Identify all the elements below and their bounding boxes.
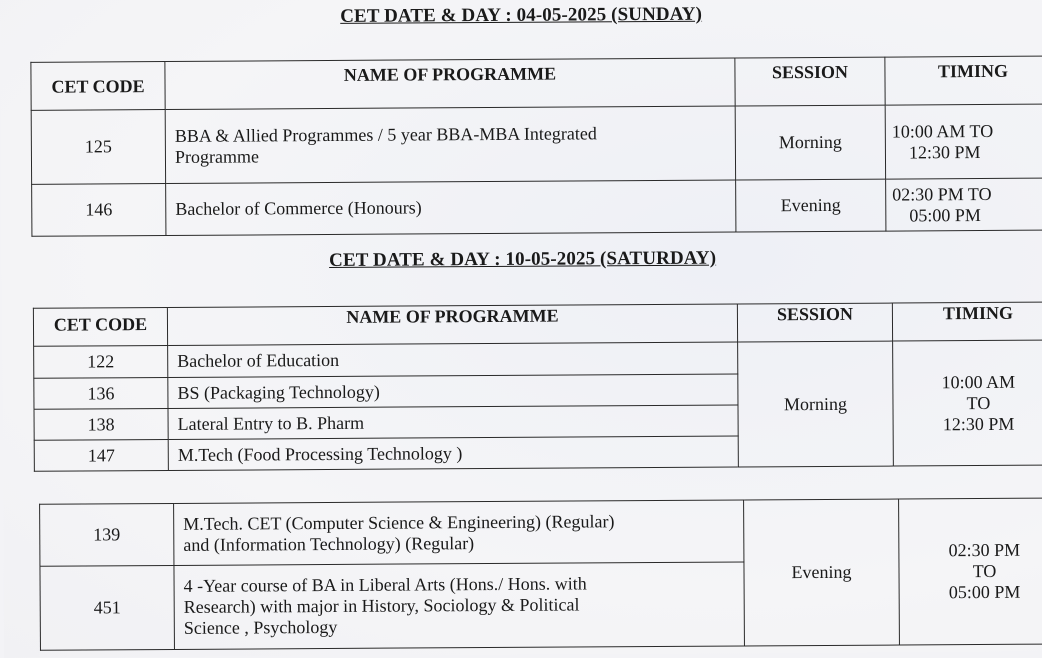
header-session: SESSION bbox=[735, 57, 885, 106]
schedule-table-saturday-evening bbox=[39, 497, 1042, 650]
table-row bbox=[34, 340, 1042, 378]
timing bbox=[893, 340, 1042, 466]
timing-end: 12:30 PM bbox=[942, 413, 1015, 434]
cet-code: 451 bbox=[40, 565, 175, 650]
header-cet-code: CET CODE bbox=[33, 307, 167, 346]
programme-name: M.Tech (Food Processing Technology ) bbox=[168, 436, 738, 470]
header-cet-code: CET CODE bbox=[31, 61, 165, 110]
cet-code: 139 bbox=[40, 503, 174, 566]
header-session: SESSION bbox=[737, 303, 892, 342]
timing-end: 05:00 PM bbox=[909, 204, 981, 225]
session: Evening bbox=[736, 179, 886, 232]
programme-name bbox=[174, 500, 744, 565]
timing bbox=[885, 104, 1042, 179]
timing-end: 05:00 PM bbox=[948, 581, 1021, 603]
programme-line: 4 -Year course of BA in Liberal Arts (Hons./ Hons. with bbox=[183, 573, 587, 596]
session: Evening bbox=[744, 499, 900, 646]
header-programme: NAME OF PROGRAMME bbox=[165, 58, 735, 109]
schedule-table-saturday-morning bbox=[33, 302, 1042, 472]
session: Morning bbox=[735, 105, 885, 180]
timing-start: 02:30 PM TO bbox=[892, 183, 992, 205]
section-title-saturday: CET DATE & DAY : 10-05-2025 (SATURDAY) bbox=[329, 247, 717, 271]
header-programme: NAME OF PROGRAMME bbox=[167, 304, 737, 345]
table-row bbox=[40, 498, 1042, 566]
programme-name: Lateral Entry to B. Pharm bbox=[168, 405, 738, 439]
table-row bbox=[31, 104, 1042, 184]
timing-to: TO bbox=[972, 560, 997, 582]
programme-name bbox=[174, 562, 745, 649]
header-timing: TIMING bbox=[892, 302, 1042, 341]
programme-line: and (Information Technology) (Regular) bbox=[183, 532, 475, 555]
cet-code: 147 bbox=[34, 439, 168, 471]
timing-to: TO bbox=[966, 392, 991, 413]
schedule-table-sunday bbox=[30, 56, 1042, 237]
cet-code: 136 bbox=[34, 377, 168, 409]
timing bbox=[886, 178, 1042, 231]
header-timing: TIMING bbox=[885, 56, 1042, 105]
cet-code: 122 bbox=[34, 345, 168, 378]
table-header-row bbox=[31, 56, 1042, 110]
programme-line: Science , Psychology bbox=[183, 616, 338, 638]
timing-end: 12:30 PM bbox=[908, 141, 981, 162]
cet-code: 138 bbox=[34, 408, 168, 440]
table-header-row bbox=[33, 302, 1042, 346]
programme-line: Research) with major in History, Sociology & Political bbox=[183, 594, 580, 617]
programme-name: Bachelor of Commerce (Honours) bbox=[166, 180, 736, 235]
programme-name: BBA & Allied Programmes / 5 year BBA-MBA Integrated Programme bbox=[165, 106, 735, 183]
session: Morning bbox=[738, 341, 894, 467]
timing-start: 10:00 AM bbox=[941, 371, 1016, 392]
section-title-sunday: CET DATE & DAY : 04-05-2025 (SUNDAY) bbox=[340, 3, 703, 27]
programme-name: Bachelor of Education bbox=[168, 342, 738, 377]
table-row bbox=[32, 178, 1042, 236]
cet-code: 146 bbox=[32, 183, 166, 236]
timing-start: 02:30 PM bbox=[948, 539, 1021, 561]
timing-start: 10:00 AM TO bbox=[891, 120, 994, 142]
programme-line: M.Tech. CET (Computer Science & Engineering) (Regular) bbox=[183, 510, 615, 534]
timing bbox=[899, 498, 1042, 645]
cet-code: 125 bbox=[31, 109, 165, 184]
programme-name: BS (Packaging Technology) bbox=[168, 374, 738, 408]
